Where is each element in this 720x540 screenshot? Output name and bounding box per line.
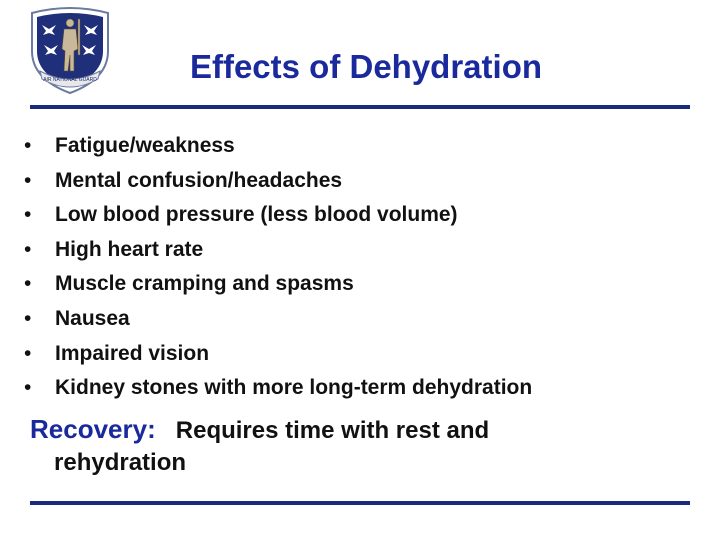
bullet-item: • Fatigue/weakness (24, 132, 532, 167)
bullet-item: • Muscle cramping and spasms (24, 270, 532, 305)
recovery-colon: : (147, 414, 156, 444)
recovery-label: Recovery (30, 414, 148, 444)
recovery-note (30, 413, 489, 479)
svg-text:AIR NATIONAL GUARD: AIR NATIONAL GUARD (43, 77, 97, 83)
bullet-icon: • (24, 272, 32, 296)
top-divider (30, 105, 690, 109)
bullet-icon: • (24, 341, 32, 365)
recovery-text-line2: rehydration (54, 449, 187, 476)
bullet-icon: • (24, 168, 32, 192)
bullet-icon: • (24, 134, 32, 157)
bullet-icon: • (24, 203, 32, 227)
slide-title: Effects of Dehydration (189, 48, 543, 85)
bullet-item: • Mental confusion/headaches (24, 167, 532, 202)
bottom-divider (30, 501, 690, 505)
bullet-icon: • (24, 306, 32, 330)
bullet-icon: • (24, 237, 32, 261)
bullet-item: • Impaired vision (24, 340, 532, 375)
recovery-text-line1: Requires time with rest and (175, 417, 490, 444)
bullet-item: • High heart rate (24, 236, 532, 271)
bullet-item: • Kidney stones with more long-term dehydration (24, 374, 532, 409)
bullet-icon: • (24, 376, 32, 400)
bullet-list (24, 132, 532, 409)
bullet-item: • Nausea (24, 305, 532, 340)
bullet-item: • Low blood pressure (less blood volume) (24, 201, 532, 236)
